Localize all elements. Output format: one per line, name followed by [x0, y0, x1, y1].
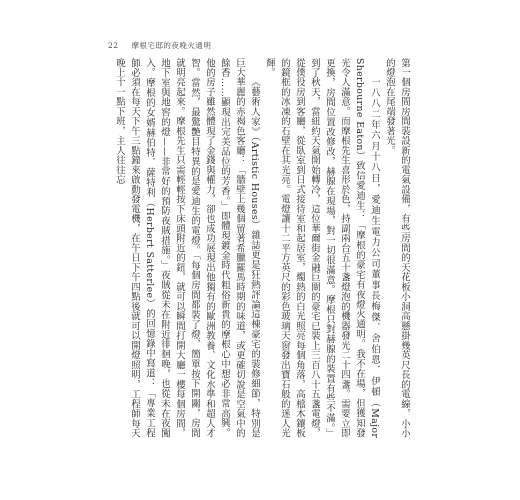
running-title: 摩根宅邸的夜晚火通明 — [131, 41, 212, 50]
paragraph: 一八八二年六月十八日，愛迪生電力公司董事長梅傑．舍伯恩．伊頓（Major Sherbourne Eaton）致信愛迪生：「摩根的豪宅有夜燈火通明。我不在場，但獲知發光令人滿意。而摩根先生喜形於色，持副兩台五十盞燈泡的機器發光二十四盞。需要立即更換，房間位置改修改，赫腺在現場，對一切很滿意。摩根只對赫腺的裝置有些不滿。」到了秋天，當紐約天氣開始轉冷，這位華爾街金融巨閘的豪宅已裝上三百八十五盞電燈，從僕役房到客廳，從臥室到日式接待室和起居室，燭熱的白光照亮每個角落，高檔木鑲板的鏡框的冰凍的石壁在其光亮。電燈讓十二平方英尺的彩色玻璃天窗發出寶石般的迷人光輝。 — [264, 58, 380, 438]
page-number: 22 — [108, 41, 119, 50]
paragraph: 《藝術人家》（Artistic Houses）雜誌更是狂熱評論這棟豪宅的裝修細節，特別是巨大華麗的赤褐色客廳：「牆壁上幾個留著希臘羅馬時期的味道，或更確切說是空氣中的餘香……顯現出完美品位的芳香。」即體現鍍金時代粗俗新貴的摩根心中想必非常高興。他的房子雖然體現了金錢與權力，卻也成功展現出他獨有的歐洲教養、文化水準和超人才智。當然，最驚艷目特異的是愛迪生的電燈。「每個房間都裝了燈，簡單按下開關，房間就明亮起來。摩根先生只需輕輕按下床頭附近的鈕，就可以瞬間打開大廳一樓每個房間，地下室與地窖的燈——非常好的預防夜賊措施。」夜賊從未在附近徘徊晚，也從未在夜闖入。摩根的女婿赫伯特．薩特利（Herbert Satterlee）的回憶錄中寫道：「專業工程師必須在每天下午三點鐘來啟動發電機，在午日下午四點後就可以開燈照明，工程師每天晚上十一點下班，主人往往忘 — [114, 58, 260, 438]
running-header — [108, 40, 211, 51]
paragraph: 第一個房間房間裝設新的電氣設備，有些房間的天花板小洞高懸掛幾英尺長的電線，小小的燈泡在尾端發著光。 — [384, 58, 410, 438]
body-text — [114, 58, 412, 438]
